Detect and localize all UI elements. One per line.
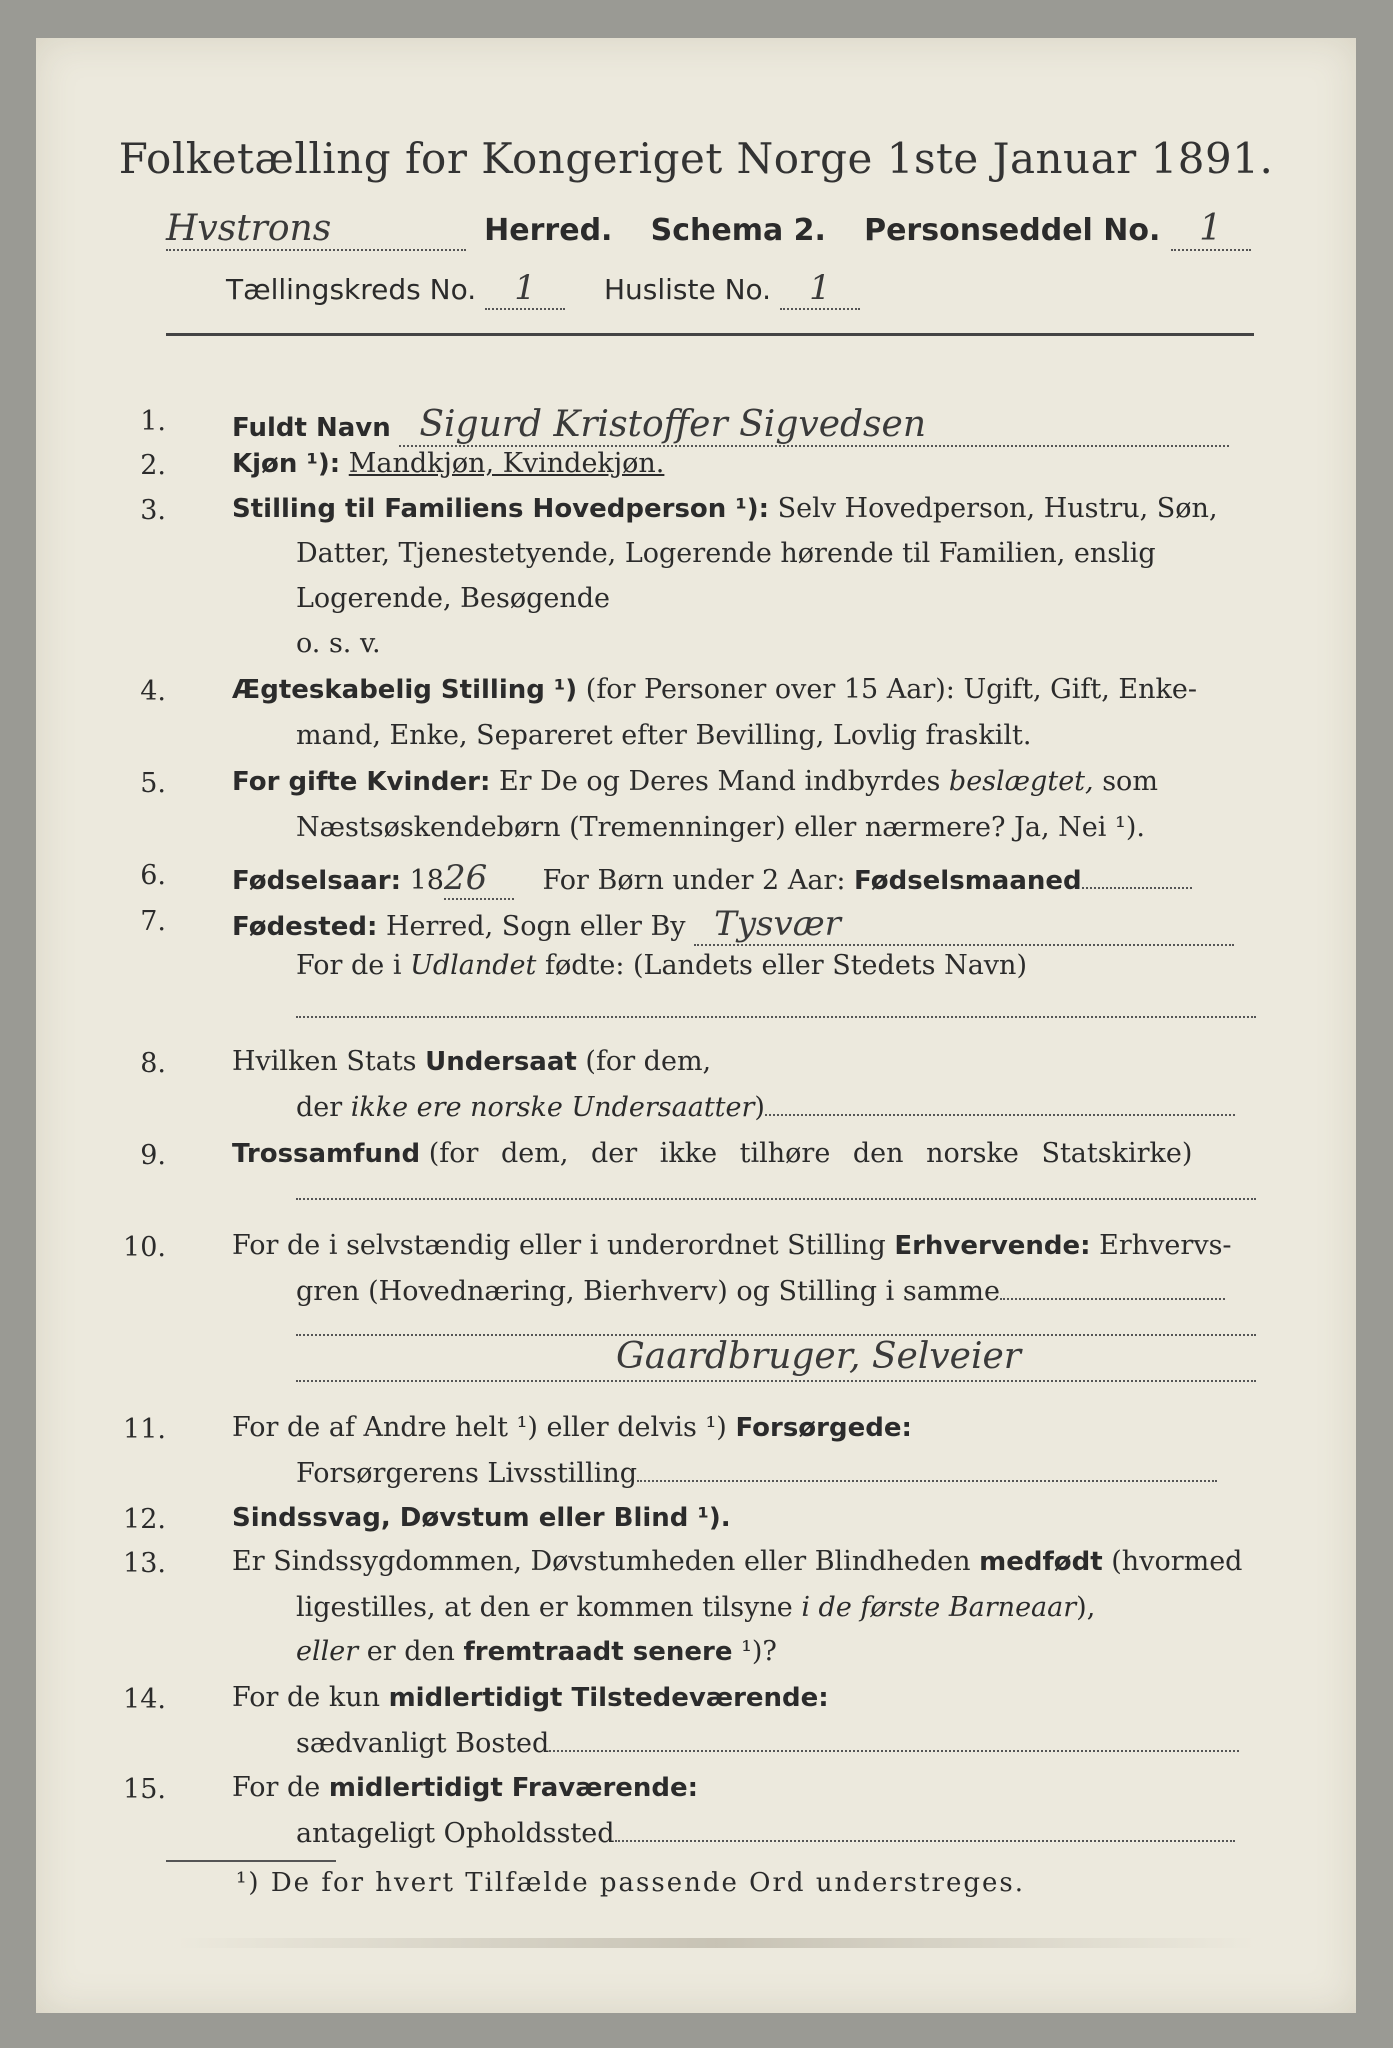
onset-line1-a: Er Sindssygdommen, Døvstumheden eller Blindheden xyxy=(232,1546,971,1577)
occupation-line2-text: gren (Hovednæring, Bierhverv) og Stilling i samme xyxy=(296,1276,1001,1307)
citizenship-line2 xyxy=(296,1092,1235,1123)
citizenship-line xyxy=(765,1114,1235,1116)
supported-line2-text: Forsørgerens Livsstilling xyxy=(296,1458,638,1489)
married-women-line2: Næstsøskendebørn (Tremenninger) eller nærmere? Ja, Nei ¹). xyxy=(296,812,1145,843)
field-label: Fuldt Navn xyxy=(232,413,391,443)
birthplace-line2-a: For de i xyxy=(296,950,402,981)
blank-dotted-line xyxy=(296,1016,1256,1018)
taellingskreds-value: 1 xyxy=(485,268,565,310)
temp-absent-line2 xyxy=(296,1818,1235,1849)
supported-line2 xyxy=(296,1458,1217,1489)
supported-line1-a: For de af Andre helt ¹) eller delvis ¹) xyxy=(232,1412,727,1443)
onset-line3-a: er den xyxy=(366,1636,455,1667)
field-number: 11. xyxy=(123,1414,166,1445)
field-label: Stilling til Familiens Hovedperson ¹): xyxy=(232,494,770,524)
marital-options: (for Personer over 15 Aar): Ugift, Gift, Enke- xyxy=(585,674,1197,705)
occupation-line1-b: Erhvervs- xyxy=(1099,1230,1232,1261)
birthplace-line2-italic: Udlandet xyxy=(410,950,537,981)
citizenship-label-bold: Undersaat xyxy=(425,1047,577,1077)
field-number: 12. xyxy=(123,1504,166,1535)
field-number: 14. xyxy=(123,1684,166,1715)
field-label: For gifte Kvinder: xyxy=(232,767,491,797)
citizenship-line2-b: ) xyxy=(754,1092,765,1123)
field-citizenship xyxy=(232,1046,711,1077)
temp-absent-line2-text: antageligt Opholdssted xyxy=(296,1818,615,1849)
family-position-line4: o. s. v. xyxy=(296,628,381,659)
field-number: 15. xyxy=(123,1774,166,1805)
religion-question: (for dem, der ikke tilhøre den norske Statskirke) xyxy=(428,1138,1193,1169)
header-rule xyxy=(166,333,1254,336)
temp-present-line2 xyxy=(296,1728,1239,1759)
footnote: ¹) De for hvert Tilfælde passende Ord understreges. xyxy=(236,1868,1026,1898)
field-number: 8. xyxy=(140,1048,166,1079)
field-number: 10. xyxy=(123,1232,166,1263)
field-label: Fødselsaar: xyxy=(232,866,401,896)
occupation-value: Gaardbruger, Selveier xyxy=(616,1336,1022,1377)
birthplace-line2 xyxy=(296,950,1027,981)
occupation-answer-line xyxy=(296,1336,1256,1382)
field-temporary-present xyxy=(232,1682,829,1713)
onset-line3-bold: fremtraadt senere xyxy=(463,1637,733,1667)
herred-value: Hvstrons xyxy=(166,208,466,251)
footnote-rule xyxy=(166,1860,336,1862)
schema-label: Schema 2. xyxy=(650,213,826,248)
family-position-options: Selv Hovedperson, Hustru, Søn, xyxy=(777,493,1218,524)
citizenship-line2-italic: ikke ere norske Undersaatter xyxy=(350,1092,755,1123)
birthplace-options: Herred, Sogn eller By xyxy=(385,911,686,942)
field-occupation xyxy=(232,1230,1232,1261)
field-temporary-absent xyxy=(232,1772,698,1803)
field-number: 9. xyxy=(140,1140,166,1171)
probable-residence-line xyxy=(615,1840,1235,1842)
field-label: Sindssvag, Døvstum eller Blind ¹). xyxy=(232,1503,731,1533)
married-women-end: som xyxy=(1102,766,1158,797)
onset-line2-a: ligestilles, at den er kommen tilsyne xyxy=(296,1592,793,1623)
usual-residence-line xyxy=(549,1750,1239,1752)
birth-month-question: For Børn under 2 Aar: xyxy=(542,865,846,896)
field-number: 2. xyxy=(140,450,166,481)
onset-line3-italic: eller xyxy=(296,1636,359,1667)
field-married-women xyxy=(232,766,1158,797)
onset-line1-b: (hvormed xyxy=(1111,1546,1243,1577)
herred-label: Herred. xyxy=(484,213,613,248)
field-label: Ægteskabelig Stilling ¹) xyxy=(232,675,578,705)
husliste-label: Husliste No. xyxy=(603,273,772,306)
blank-dotted-line xyxy=(296,1198,1256,1200)
temp-present-line2-text: sædvanligt Bosted xyxy=(296,1728,550,1759)
header-row-kreds xyxy=(226,268,860,310)
temp-present-line1-a: For de kun xyxy=(232,1682,380,1713)
personseddel-value: 1 xyxy=(1171,208,1251,251)
field-number: 6. xyxy=(140,860,166,891)
birthplace-value: Tysvær xyxy=(694,904,1234,946)
header-row-herred xyxy=(166,208,1251,251)
husliste-value: 1 xyxy=(780,268,860,310)
full-name-value: Sigurd Kristoffer Sigvedsen xyxy=(399,404,1229,447)
citizenship-label-b: (for dem, xyxy=(585,1046,712,1077)
field-marital-status xyxy=(232,674,1197,705)
birthplace-line2-b: fødte: (Landets eller Stedets Navn) xyxy=(544,950,1027,981)
form-title: Folketælling for Kongeriget Norge 1ste Januar 1891. xyxy=(118,134,1274,183)
family-position-line2: Datter, Tjenestetyende, Logerende hørende til Familien, enslig xyxy=(296,538,1156,569)
occupation-line1-a: For de i selvstændig eller i underordnet Stilling xyxy=(232,1230,886,1261)
citizenship-label-a: Hvilken Stats xyxy=(232,1046,417,1077)
onset-line3 xyxy=(296,1636,777,1667)
birth-month-label: Fødselsmaaned xyxy=(854,866,1082,896)
field-religion xyxy=(232,1138,1192,1169)
field-disability xyxy=(232,1502,731,1533)
field-number: 4. xyxy=(140,676,166,707)
occupation-line1-bold: Erhvervende: xyxy=(894,1231,1091,1261)
citizenship-line2-a: der xyxy=(296,1092,343,1123)
birth-month-line xyxy=(1082,887,1192,889)
field-sex xyxy=(232,448,664,479)
census-form-page xyxy=(36,38,1356,2013)
family-position-line3: Logerende, Besøgende xyxy=(296,583,610,614)
occupation-line2 xyxy=(296,1276,1225,1307)
field-supported xyxy=(232,1412,912,1443)
taellingskreds-label: Tællingskreds No. xyxy=(226,273,477,306)
paper-scuff xyxy=(176,1938,1256,1948)
temp-absent-line1-a: For de xyxy=(232,1772,321,1803)
personseddel-label: Personseddel No. xyxy=(864,213,1161,248)
field-birthplace xyxy=(232,904,1234,946)
supporter-line xyxy=(637,1480,1217,1482)
temp-absent-line1-bold: midlertidigt Fraværende: xyxy=(328,1773,699,1803)
field-number: 5. xyxy=(140,768,166,799)
field-disability-onset xyxy=(232,1546,1242,1577)
birth-year-value: 26 xyxy=(444,858,514,900)
birth-year-prefix: 18 xyxy=(409,865,444,896)
field-number: 1. xyxy=(140,406,166,437)
field-birth-year xyxy=(232,858,1192,900)
onset-line1-bold: medfødt xyxy=(979,1547,1103,1577)
field-number: 3. xyxy=(140,495,166,526)
onset-line2 xyxy=(296,1592,1095,1623)
marital-line2: mand, Enke, Separeret efter Bevilling, Lovlig fraskilt. xyxy=(296,720,1032,751)
field-label: Trossamfund xyxy=(232,1139,421,1169)
married-women-italic: beslægtet, xyxy=(948,766,1094,797)
field-label: Fødested: xyxy=(232,912,378,942)
temp-present-line1-bold: midlertidigt Tilstedeværende: xyxy=(388,1683,829,1713)
field-number: 13. xyxy=(123,1548,166,1579)
onset-line2-italic: i de første Barneaar xyxy=(801,1592,1077,1623)
onset-line3-b: ¹)? xyxy=(741,1636,777,1667)
field-full-name xyxy=(232,404,1229,447)
field-family-position xyxy=(232,493,1218,524)
supported-line1-bold: Forsørgede: xyxy=(735,1413,912,1443)
married-women-question: Er De og Deres Mand indbyrdes xyxy=(498,766,941,797)
field-label: Kjøn ¹): xyxy=(232,449,341,479)
occupation-line xyxy=(1000,1298,1225,1300)
sex-options: Mandkjøn, Kvindekjøn. xyxy=(348,448,665,479)
field-number: 7. xyxy=(140,906,166,937)
onset-line2-b: ), xyxy=(1076,1592,1096,1623)
